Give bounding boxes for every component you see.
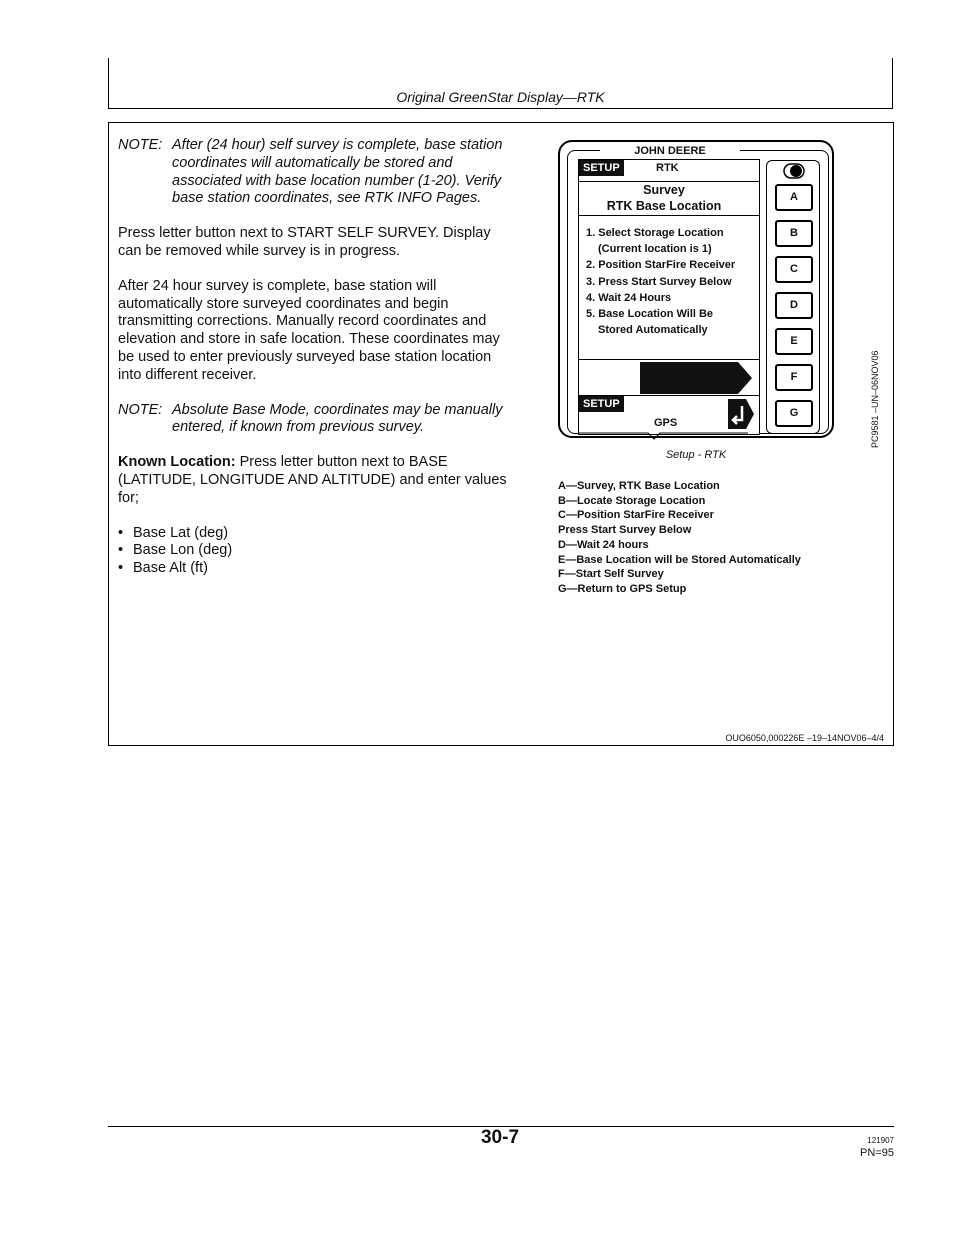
paragraph-after-survey: After 24 hour survey is complete, base station will automatically store surveyed coordinates and begin transmitting corrections. Manually record coordinates and elevation and store in safe location. These coordinates may be used to enter previously surveyed base station location into different receiver. — [118, 277, 500, 383]
softkey-f-button[interactable]: F — [775, 364, 813, 391]
softkey-e-button[interactable]: E — [775, 328, 813, 355]
note-self-survey — [118, 137, 508, 208]
document-reference: OUO6050,000226E –19–14NOV06–4/4 — [725, 733, 884, 743]
step-line: (Current location is 1) — [598, 243, 712, 256]
note-label: NOTE: — [118, 401, 163, 418]
start-survey-arrow-icon[interactable] — [640, 361, 755, 395]
note-text: After (24 hour) self survey is complete, base station coordinates will automatically be stored and associated with base location number (1-20). Verify base station coordinates, see RTK INFO Pages. — [172, 137, 503, 207]
step-line: 2. Position StarFire Receiver — [586, 259, 736, 272]
gps-label: GPS — [654, 417, 678, 429]
legend-item: E—Base Location will be Stored Automatically — [558, 553, 801, 566]
softkey-d-button[interactable]: D — [775, 292, 813, 319]
legend-item: C—Position StarFire Receiver — [558, 509, 714, 522]
legend-item: B—Locate Storage Location — [558, 494, 706, 507]
setup-tag: SETUP — [579, 160, 624, 176]
survey-heading: Survey RTK Base Location — [606, 183, 722, 213]
page-code: PN=95 — [860, 1147, 894, 1159]
paragraph-known-location — [118, 454, 508, 507]
bullet-icon: • — [118, 542, 124, 559]
brand-label: JOHN DEERE — [600, 145, 740, 157]
list-item: • Base Lon (deg) — [118, 542, 233, 559]
figure-legend — [558, 479, 858, 597]
softkey-a-button[interactable]: A — [775, 184, 813, 211]
list-item: • Base Alt (ft) — [118, 560, 208, 577]
legend-item: D—Wait 24 hours — [558, 538, 649, 551]
legend-item: F—Start Self Survey — [558, 568, 664, 581]
softkey-g-button[interactable]: G — [775, 400, 813, 427]
instructions-column — [118, 137, 508, 578]
figure-id: PC9581 –UN–06NOV06 — [870, 350, 880, 448]
brightness-icon[interactable] — [783, 163, 805, 179]
step-line: 4. Wait 24 Hours — [586, 291, 672, 304]
step-line: 1. Select Storage Location — [586, 227, 724, 239]
step-line: Stored Automatically — [598, 324, 708, 337]
paragraph-start-survey: Press letter button next to START SELF SURVEY. Display can be removed while survey is in progress. — [118, 225, 491, 259]
note-absolute-base — [118, 402, 508, 438]
note-text: Absolute Base Mode, coordinates may be manually entered, if known from previous survey. — [172, 401, 503, 436]
page-number: 30-7 — [480, 1127, 520, 1148]
setup-tag: SETUP — [579, 396, 624, 412]
bullet-icon: • — [118, 524, 124, 541]
divider — [579, 215, 759, 216]
screen-title: RTK — [656, 162, 679, 174]
section-title: Original GreenStar Display—RTK — [396, 89, 605, 105]
softkey-c-button[interactable]: C — [775, 256, 813, 283]
list-item: • Base Lat (deg) — [118, 524, 229, 541]
legend-item: G—Return to GPS Setup — [558, 582, 687, 595]
note-label: NOTE: — [118, 137, 163, 153]
step-line: 3. Press Start Survey Below — [586, 275, 732, 288]
softkey-b-button[interactable]: B — [775, 220, 813, 247]
return-icon[interactable] — [728, 399, 755, 429]
divider — [579, 359, 759, 360]
legend-item: Press Start Survey Below — [558, 524, 692, 537]
figure-caption: Setup - RTK — [665, 449, 727, 461]
bullet-icon: • — [118, 560, 124, 577]
print-date: 121907 — [867, 1136, 894, 1145]
value-list — [118, 525, 508, 578]
survey-steps — [586, 225, 735, 338]
legend-item: A—Survey, RTK Base Location — [558, 480, 720, 492]
known-location-text: Press letter button next to BASE (LATITUDE, LONGITUDE AND ALTITUDE) and enter values for; — [118, 454, 507, 506]
step-line: 5. Base Location Will Be — [586, 308, 714, 321]
known-location-heading: Known Location: — [118, 454, 236, 471]
